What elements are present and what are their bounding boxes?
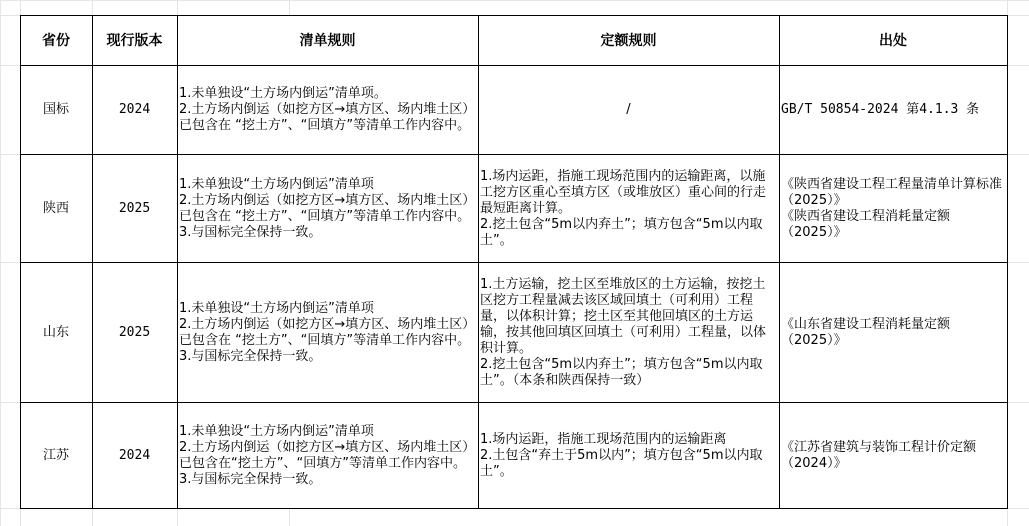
cell-bill-rules[interactable] (178, 155, 479, 263)
header-province[interactable]: 省份 (21, 16, 93, 66)
cell-version[interactable]: 2024 (93, 66, 178, 155)
quota-rule-line: 2.土包含“弃土于5m以内”；填方包含“5m以内取土”。 (480, 447, 763, 479)
cell-version[interactable]: 2025 (93, 263, 178, 403)
bill-rule-line: 1.未单独设“土方场内倒运”清单项 (179, 423, 374, 439)
bill-rule-line: 1.未单独设“土方场内倒运”清单项 (179, 300, 374, 316)
cell-quota-rules[interactable] (479, 155, 780, 263)
bill-rule-line: 3.与国标完全保持一致。 (179, 348, 322, 364)
cell-version[interactable]: 2025 (93, 155, 178, 263)
source-line: GB/T 50854-2024 第4.1.3 条 (781, 102, 980, 117)
quota-rule-line: 1.土方运输，挖土区至堆放区的土方运输，按挖土区挖方工程量减去该区域回填土（可利用）工程量，以体积计算；挖土区至其他回填区的土方运输，按其他回填区回填土（可利用）工程量，以体积计算。 (480, 276, 767, 356)
cell-bill-rules[interactable] (178, 66, 479, 155)
cell-province[interactable]: 国标 (21, 66, 93, 155)
header-quota-rules[interactable]: 定额规则 (479, 16, 780, 66)
header-row (21, 16, 1008, 66)
bill-rule-line: 2.土方场内倒运（如挖方区→填方区、场内堆土区）已包含在 “挖土方”、“回填方”等清单工作内容中。 (179, 192, 476, 224)
source-line: 《陕西省建设工程工程量清单计算标准（2025）》 (781, 176, 1003, 208)
bill-rule-line: 1.未单独设“土方场内倒运”清单项。 (179, 86, 387, 101)
source-line: 《陕西省建设工程消耗量定额（2025）》 (781, 208, 951, 240)
table-row (21, 263, 1008, 403)
quota-rule-line: 1.场内运距，指施工现场范围内的运输距离 (480, 431, 727, 447)
quota-rule-line: / (626, 102, 631, 117)
cell-source[interactable] (780, 155, 1008, 263)
source-line: 《江苏省建筑与装饰工程计价定额（2024）》 (781, 439, 977, 471)
cell-province[interactable]: 江苏 (21, 403, 93, 509)
cell-source[interactable] (780, 263, 1008, 403)
cell-source[interactable] (780, 403, 1008, 509)
table-row (21, 403, 1008, 509)
cell-quota-rules[interactable] (479, 66, 780, 155)
cell-version[interactable]: 2024 (93, 403, 178, 509)
cell-quota-rules[interactable] (479, 263, 780, 403)
quota-rule-line: 1.场内运距，指施工现场范围内的运输距离，以施工挖方区重心至填方区（或堆放区）重心间的行走最短距离计算。 (480, 168, 767, 216)
cell-province[interactable]: 山东 (21, 263, 93, 403)
cell-source[interactable] (780, 66, 1008, 155)
cell-bill-rules[interactable] (178, 403, 479, 509)
header-source[interactable]: 出处 (780, 16, 1008, 66)
cell-bill-rules[interactable] (178, 263, 479, 403)
cell-province[interactable]: 陕西 (21, 155, 93, 263)
table-row (21, 155, 1008, 263)
bill-rule-line: 3.与国标完全保持一致。 (179, 224, 322, 240)
bill-rule-line: 2.土方场内倒运（如挖方区→填方区、场内堆土区）已包含在 “挖土方”、“回填方”等清单工作内容中。 (179, 316, 476, 348)
header-bill-rules[interactable]: 清单规则 (178, 16, 479, 66)
source-line: 《山东省建设工程消耗量定额（2025）》 (781, 316, 951, 348)
quota-rule-line: 2.挖土包含“5m以内弃土”；填方包含“5m以内取土”。 (480, 216, 763, 248)
quota-rule-line: 2.挖土包含“5m以内弃土”；填方包含“5m以内取土”。（本条和陕西保持一致） (480, 356, 763, 388)
cell-quota-rules[interactable] (479, 403, 780, 509)
bill-rule-line: 1.未单独设“土方场内倒运”清单项 (179, 176, 374, 192)
table-row (21, 66, 1008, 155)
bill-rule-line: 2.土方场内倒运（如挖方区→填方区、场内堆土区）已包含在“挖土方”、“回填方”等清单工作内容中。 (179, 439, 476, 471)
header-version[interactable]: 现行版本 (93, 16, 178, 66)
bill-rule-line: 3.与国标完全保持一致。 (179, 471, 322, 487)
bill-rule-line: 2.土方场内倒运（如挖方区→填方区、场内堆土区）已包含在 “挖土方”、“回填方”等清单工作内容中。 (179, 102, 476, 133)
rules-comparison-table (20, 15, 1008, 509)
